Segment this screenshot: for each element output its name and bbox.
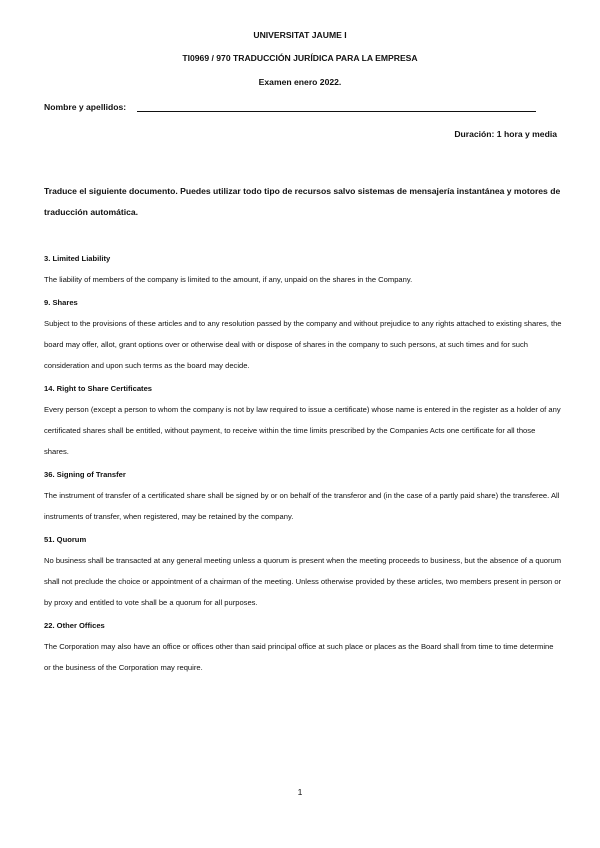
exam-title: Examen enero 2022. [258, 77, 342, 87]
section-heading: 36. Signing of Transfer [44, 470, 126, 479]
section-text: No business shall be transacted at any general meeting unless a quorum is present when the meeting proceeds to business, but the absence of a quorum shall not preclude the choice or appointment of a chairman of the meeting. Unless otherwise provided by these articles, two members present in person or by proxy and entitled to vote shall be a quorum for all purposes. [44, 556, 562, 607]
name-label: Nombre y apellidos: [44, 102, 127, 112]
page-number: 1 [297, 787, 303, 797]
section-text: Every person (except a person to whom the company is not by law required to issue a certificate) whose name is entered in the register as a holder of any certificated shares shall be entitled, without payment, to receive within the time limits prescribed by the Companies Acts one certificate for all those shares. [44, 405, 561, 456]
duration-text: Duración: 1 hora y media [454, 129, 557, 139]
section-text: The liability of members of the company is limited to the amount, if any, unpaid on the shares in the Company. [44, 275, 413, 284]
section-heading: 14. Right to Share Certificates [44, 384, 153, 393]
section-heading: 9. Shares [44, 298, 78, 307]
university-title: UNIVERSITAT JAUME I [253, 30, 347, 40]
section-heading: 22. Other Offices [44, 621, 105, 630]
name-field-line[interactable] [137, 111, 536, 112]
section-heading: 3. Limited Liability [44, 254, 111, 263]
section-text: The Corporation may also have an office or offices other than said principal office at such place or places as the Board shall from time to time determine or the business of the Corporation may require. [44, 642, 554, 672]
section-text: The instrument of transfer of a certificated share shall be signed by or on behalf of the transferor and (in the case of a partly paid share) the transferee. All instruments of transfer, when registered, may be retained by the company. [44, 491, 560, 521]
course-title: TI0969 / 970 TRADUCCIÓN JURÍDICA PARA LA EMPRESA [182, 53, 418, 63]
section-heading: 51. Quorum [44, 535, 87, 544]
instructions: Traduce el siguiente documento. Puedes utilizar todo tipo de recursos salvo sistemas de mensajería instantánea y motores de traducción automática. [44, 186, 561, 217]
document-body [44, 248, 562, 680]
section-text: Subject to the provisions of these articles and to any resolution passed by the company and without prejudice to any rights attached to existing shares, the board may offer, allot, grant options over or otherwise deal with or dispose of shares in the company to such persons, at such times and for such consideration and upon such terms as the board may decide. [44, 319, 562, 370]
